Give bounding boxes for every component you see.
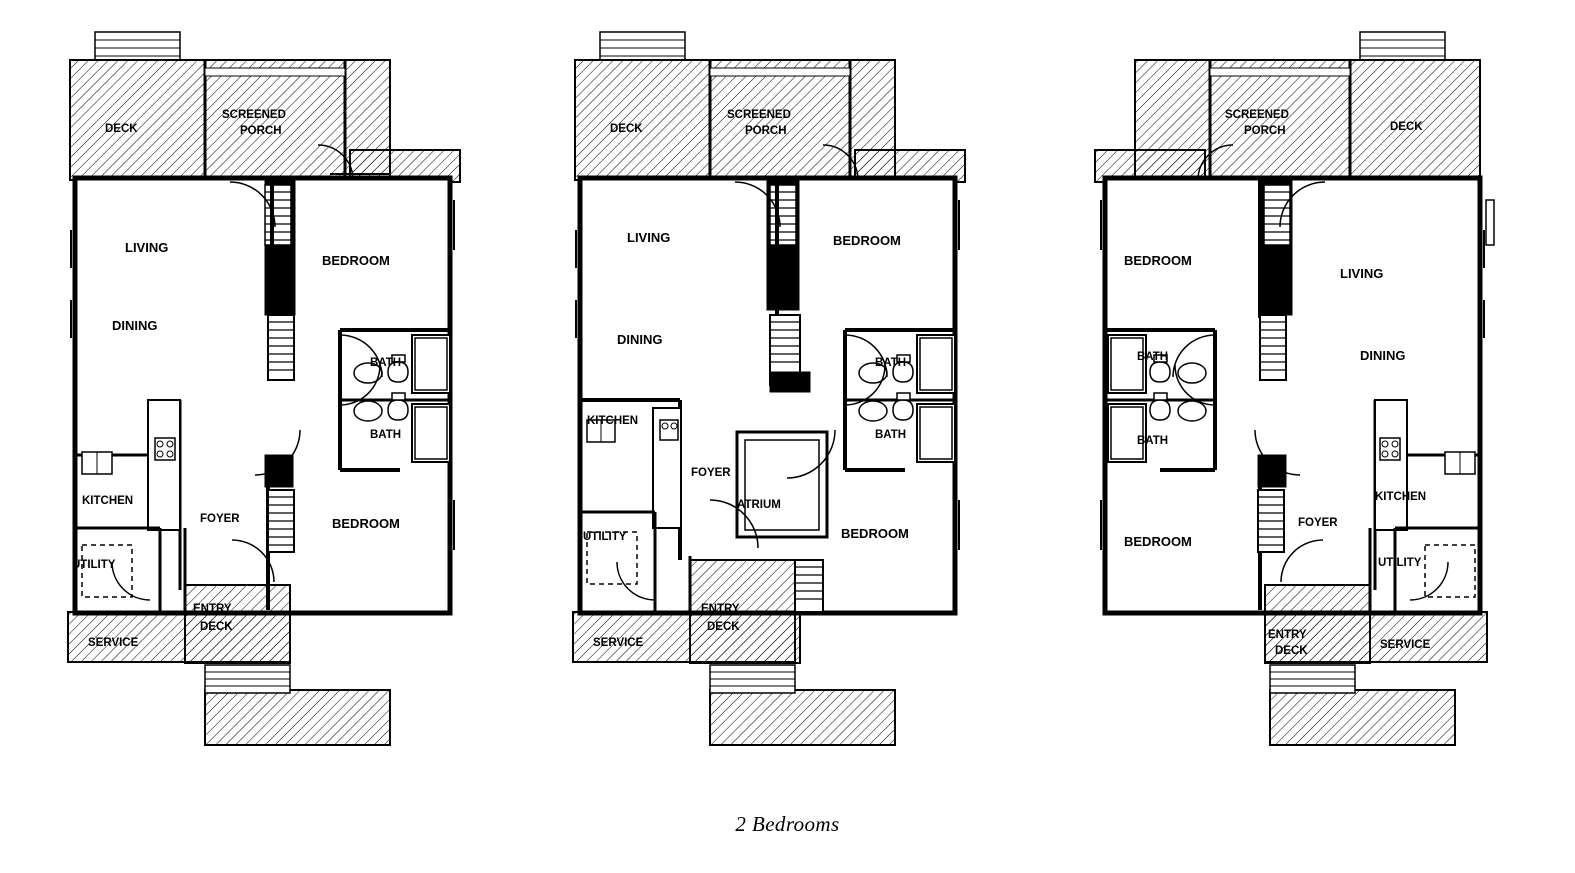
label-entry-deck-1: ENTRY (1268, 629, 1307, 641)
label-bath-lower: BATH (875, 429, 907, 441)
label-deck: DECK (1390, 121, 1423, 133)
label-living: LIVING (627, 230, 671, 245)
plan-a-drawing (0, 0, 500, 800)
label-bedroom-upper: BEDROOM (833, 233, 901, 248)
label-bath-lower: BATH (1137, 435, 1169, 447)
plan-c-drawing (1020, 0, 1520, 800)
label-bedroom-upper: BEDROOM (1124, 253, 1192, 268)
label-screened-1: SCREENED (727, 109, 791, 121)
label-bedroom-lower: BEDROOM (841, 526, 909, 541)
label-bath-upper: BATH (370, 357, 402, 369)
label-service: SERVICE (593, 637, 644, 649)
label-deck: DECK (610, 123, 643, 135)
label-entry-deck-2: DECK (1275, 645, 1308, 657)
label-living: LIVING (125, 240, 169, 255)
label-entry-deck-2: DECK (707, 621, 740, 633)
label-utility: UTILITY (583, 531, 627, 543)
label-screened-2: PORCH (240, 125, 282, 137)
label-dining: DINING (1360, 348, 1406, 363)
label-bath-lower: BATH (370, 429, 402, 441)
label-screened-1: SCREENED (222, 109, 286, 121)
figure-caption: 2 Bedrooms (735, 812, 840, 836)
label-atrium: ATRIUM (737, 499, 781, 511)
floor-plan-c (1020, 0, 1520, 800)
label-bedroom-upper: BEDROOM (322, 253, 390, 268)
plan-b-drawing (505, 0, 1005, 800)
label-entry-deck-2: DECK (200, 621, 233, 633)
label-service: SERVICE (1380, 639, 1431, 651)
floor-plan-b (505, 0, 1005, 800)
label-utility: UTILITY (72, 559, 116, 571)
label-bath-upper: BATH (875, 357, 907, 369)
label-service: SERVICE (88, 637, 139, 649)
label-bedroom-lower: BEDROOM (332, 516, 400, 531)
label-foyer: FOYER (200, 513, 240, 525)
label-screened-1: SCREENED (1225, 109, 1289, 121)
label-bath-upper: BATH (1137, 351, 1169, 363)
label-kitchen: KITCHEN (82, 495, 134, 507)
label-deck: DECK (105, 123, 138, 135)
label-entry-deck-1: ENTRY (193, 603, 232, 615)
deck-porch-band (1095, 32, 1480, 182)
deck-porch-band (70, 32, 460, 182)
label-screened-2: PORCH (1244, 125, 1286, 137)
label-kitchen: KITCHEN (1375, 491, 1427, 503)
label-kitchen: KITCHEN (587, 415, 639, 427)
label-bedroom-lower: BEDROOM (1124, 534, 1192, 549)
label-dining: DINING (112, 318, 158, 333)
label-entry-deck-1: ENTRY (701, 603, 740, 615)
label-foyer: FOYER (691, 467, 731, 479)
label-utility: UTILITY (1378, 557, 1422, 569)
label-dining: DINING (617, 332, 663, 347)
label-foyer: FOYER (1298, 517, 1338, 529)
label-living: LIVING (1340, 266, 1384, 281)
deck-porch-band (575, 32, 965, 182)
label-screened-2: PORCH (745, 125, 787, 137)
floor-plan-a (0, 0, 500, 800)
